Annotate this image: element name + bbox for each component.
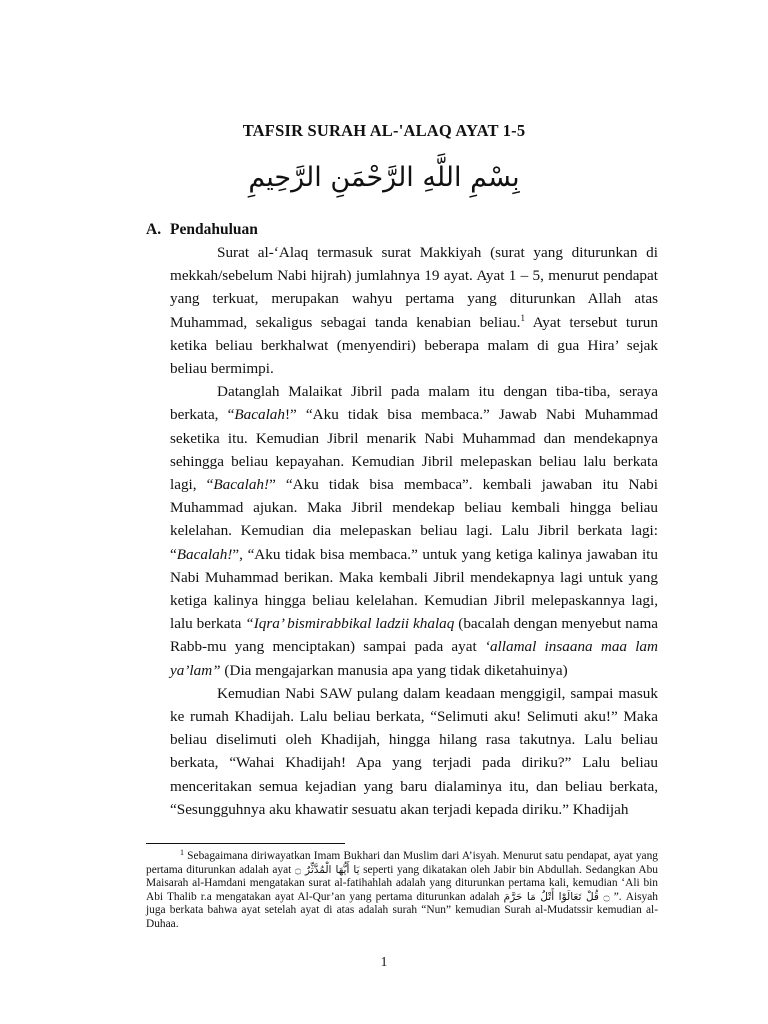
paragraph-1-text-b: Ayat tersebut turun ketika beliau berkhalwat (menyendiri) beberapa malam di gua Hira’ sejak beliau bermimpi. <box>170 313 658 378</box>
paragraph-1-text-a: Surat al-‘Alaq termasuk surat Makkiyah (surat yang diturunkan di mekkah/sebelum Nabi hijrah) jumlahnya 19 ayat. Ayat 1 – 5, menurut pendapat yang terkuat, merupakan wahyu pertama yang diturunkan Allah atas Muhammad, sekaligus sebagai tanda kenabian beliau. <box>170 244 658 331</box>
footnote-text-part: Sebagaimana diriwayatkan Imam Bukhari dan Muslim dari A’isyah. Menurut satu pendapat, ayat yang pertama diturunkan adalah ayat <box>146 850 658 876</box>
paragraph-3: Kemudian Nabi SAW pulang dalam keadaan menggigil, sampai masuk ke rumah Khadijah. Lalu beliau berkata, “Selimuti aku! Selimuti aku!” Maka beliau diselimuti oleh Khadijah, hingga hilang rasa takutnya. Lalu beliau berkata, “Wahai Khadijah! Apa yang terjadi pada diriku?” Lalu beliau menceritakan semua kejadian yang baru dialaminya itu, dan beliau berkata, “Sesungguhnya aku khawatir sesuatu akan terjadi kepada diriku.” Khadijah <box>170 684 658 818</box>
page-number: 1 <box>380 954 388 969</box>
paragraph-2-text: Datanglah Malaikat Jibril pada malam itu dengan tiba-tiba, seraya berkata, “ <box>170 383 658 424</box>
body-text <box>170 241 658 821</box>
paragraph-2-text: !” “Aku tidak bisa membaca.” Jawab Nabi Muhammad seketika itu. Kemudian Jibril menarik Nabi Muhammad dan mendekapnya sehingga beliau kepayahan. Kemudian Jibril melepaskan beliau lalu berkata lagi, “ <box>170 406 658 494</box>
footnote-text <box>146 850 658 932</box>
footnote-arabic: ۝ قُلْ تَعَالَوْا أَتْلُ مَا حَرَّمَ <box>503 890 610 903</box>
paragraph-2-text: (Dia mengajarkan manusia apa yang tidak diketahuinya) <box>220 661 568 679</box>
footnote-text-part: ”. Aisyah juga berkata bahwa ayat setelah ayat di atas adalah surah “Nun” kemudian Surah al-Mudatssir kemudian al-Duhaa. <box>146 890 658 930</box>
footnote-mark: 1 <box>180 848 184 857</box>
paragraph-2 <box>170 380 658 682</box>
section-heading <box>146 221 258 239</box>
footnote-divider <box>146 843 345 844</box>
paragraph-1 <box>170 241 658 380</box>
paragraph-2-italic: “Iqra’ bismirabbikal ladzii khalaq <box>245 615 455 633</box>
paragraph-2-text: ” “Aku tidak bisa membaca”. kembali jawaban itu Nabi Muhammad ajukan. Maka Jibril mendekap beliau kembali hingga beliau kelelahan. Kemudian dia melepaskan beliau lagi. Lalu Jibril berkata lagi: “ <box>170 476 658 563</box>
basmalah: بِسْمِ اللَّهِ الرَّحْمَنِ الرَّحِيمِ <box>248 162 520 193</box>
paragraph-2-italic: Bacalah <box>234 406 285 424</box>
footnote-text-part: seperti yang dikatakan oleh Jabir bin Abdullah. Sedangkan Abu Maisarah al-Hamdani mengatakan surat al-fatihahlah adalah yang diturunkan pertama kali, kemudian ‘Ali bin Abi Thalib r.a mengatakan ayat Al-Qur’an yang pertama diturunkan adalah <box>146 863 659 903</box>
section-title: Pendahuluan <box>170 221 258 238</box>
page-title: TAFSIR SURAH AL-'ALAQ AYAT 1-5 <box>242 121 526 140</box>
paragraph-2-text: (bacalah dengan menyebut nama Rabb-mu yang menciptakan) sampai pada ayat <box>170 615 658 656</box>
footnote-arabic: يَا أَيُّهَا الْمُدَّثِّرُ ۝ <box>294 863 360 876</box>
footnote <box>146 850 658 932</box>
paragraph-2-italic: Bacalah! <box>176 545 233 563</box>
section-number: A. <box>146 221 162 238</box>
paragraph-2-italic: ‘allamal insaana maa lam ya’lam” <box>170 638 658 679</box>
paragraph-2-text: ”, “Aku tidak bisa membaca.” untuk yang ketiga kalinya jawaban itu Nabi Muhammad berikan. Maka kembali Jibril mendekapnya lagi untuk yang ketiga kalinya hingga beliau kelelahan. Kemudian Jibril melepaskannya lagi, lalu berkata <box>170 545 658 633</box>
paragraph-2-italic: Bacalah! <box>213 476 270 494</box>
footnote-reference[interactable]: 1 <box>520 312 525 323</box>
